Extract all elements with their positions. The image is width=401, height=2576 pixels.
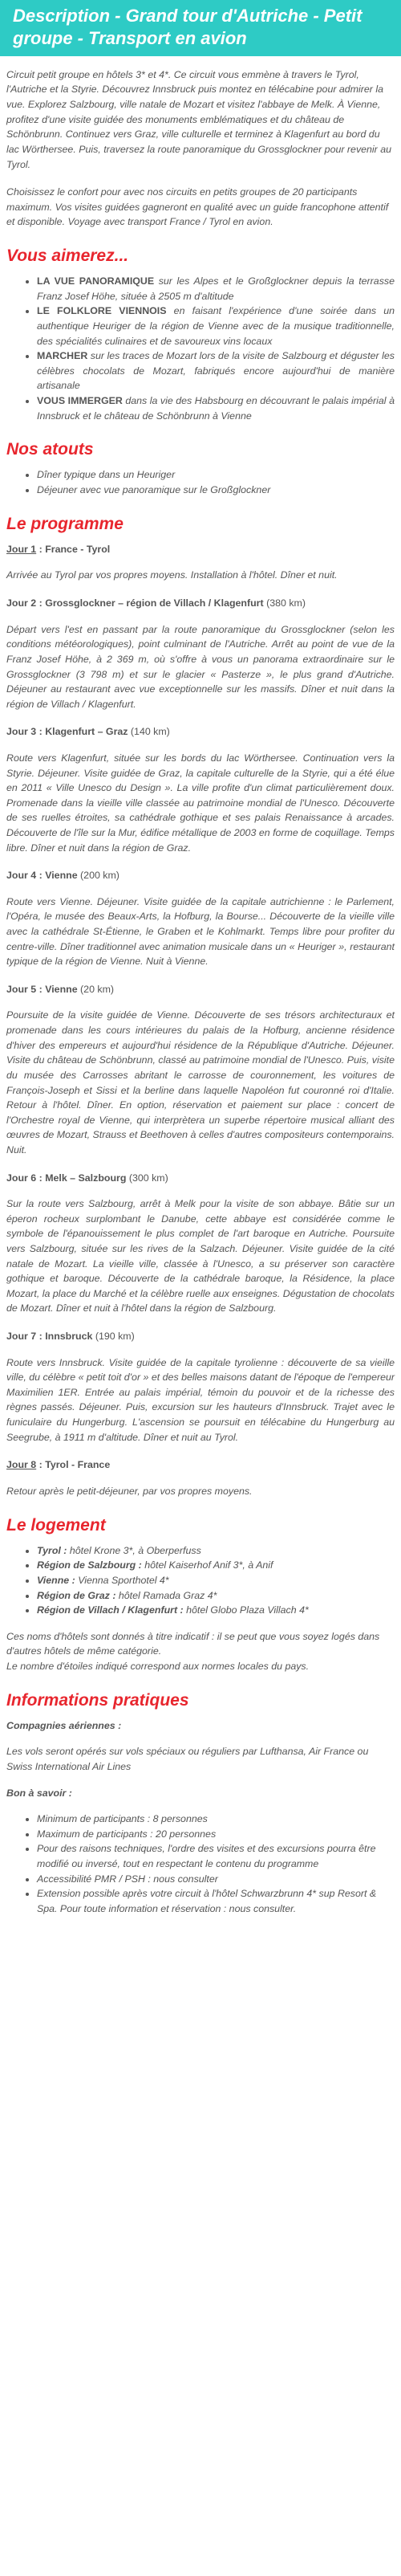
day-description: Route vers Innsbruck. Visite guidée de la capitale tyrolienne : découverte de sa vieille ville, du célèbre « petit toit d'or » et des belles maisons datant de l'époque de l'empereur Maximilien 1ER. Entrée au palais impérial, témoin du pouvoir et de la richesse des règnes passés. Déjeuner. Puis, excursion sur les hauteurs d'Innsbruck. Trajet avec le funiculaire du Hungerburg. L'ascension se poursuit en télécabine du Hungerburg au Seegrube, à 1911 m d'altitude. Dîner et nuit au Tyrol. bbox=[6, 1356, 395, 1443]
item-highlight: LE FOLKLORE VIENNOIS bbox=[37, 305, 167, 317]
programme-day bbox=[6, 1457, 395, 1498]
day-destination: : Melk – Salzbourg bbox=[36, 1172, 127, 1184]
day-description: Route vers Vienne. Déjeuner. Visite guidée de la capitale autrichienne : le Parlement, l'Opéra, le musée des Beaux-Arts, la Hofburg, la Bourse... Découverte de la vieille ville avec la cathédrale St-Étienne, le Graben et le Kohlmarkt. Temps libre pour profiter du centre-ville. Dîner traditionnel avec animation musicale dans un « Heuriger », restaurant typique de la région de Vienne. Nuit à Vienne. bbox=[6, 895, 395, 968]
day-description: Route vers Klagenfurt, située sur les bords du lac Wörthersee. Continuation vers la Styrie. Déjeuner. Visite guidée de Graz, la capitale culturelle de la Styrie, qui a été élue en 2011 « Ville Unesco du Design ». La ville profite d'un climat particulièrement doux. Promenade dans la vieille ville classée au patrimoine mondial de l'Unesco. Découverte de ses ruelles étroites, sa cathédrale gothique et ses palais Renaissance à arcades. Découverte de l'île sur la Mur, édifice métallique de 2003 en forme de coquillage. Temps libre. Dîner et nuit dans la région de Graz. bbox=[6, 752, 395, 854]
day-description: Départ vers l'est en passant par la route panoramique du Grossglockner (selon les conditions météorologiques), point culminant de l'Autriche. Arrêt au point de vue de la Franz Josef Höhe, à 2 369 m, où s'offre à vous un panorama extraordinaire sur le Grossglockner (3 798 m) et sur le glacier « Pasterze », le plus grand d'Autriche. Déjeuner au restaurant avec vue exceptionnelle sur les massifs. Dîner et nuit dans la région de Villach / Klagenfurt. bbox=[6, 623, 395, 710]
day-destination: : France - Tyrol bbox=[36, 543, 111, 555]
programme-day bbox=[6, 1171, 395, 1316]
day-title bbox=[6, 542, 395, 557]
hotel-name: hôtel Krone 3*, à Oberperfuss bbox=[67, 1544, 201, 1556]
hotel-region: Région de Villach / Klagenfurt : bbox=[37, 1604, 184, 1616]
day-title bbox=[6, 724, 395, 740]
list-item: • Déjeuner avec vue panoramique sur le Großglockner bbox=[37, 483, 395, 498]
day-distance: (190 km) bbox=[92, 1331, 135, 1343]
page-title: Description - Grand tour d'Autriche - Petit groupe - Transport en avion bbox=[0, 0, 401, 56]
day-title bbox=[6, 868, 395, 883]
day-description: Sur la route vers Salzbourg, arrêt à Melk pour la visite de son abbaye. Bâtie sur un éperon rocheux surplombant le Danube, cette abbaye est considérée comme le symbole de l'épanouissement le plus complet de l'art baroque en Autriche. Poursuite vers Salzbourg, située sur les rives de la Salzach. Déjeuner. Visite guidée de la cité natale de Mozart. La vieille ville, classée à l'Unesco, a su préserver son caractère gothique et baroque. Découverte de la cathédrale baroque, la Résidence, la place Mozart, la place du Marché et la célèbre ruelle aux enseignes. Dégustation de chocolats de Mozart. Dîner et nuit à l'hôtel dans la région de Salzbourg. bbox=[6, 1198, 395, 1314]
day-number: Jour 4 bbox=[6, 870, 37, 882]
day-title bbox=[6, 982, 395, 997]
day-destination: : Vienne bbox=[36, 870, 78, 882]
hotel-region: Région de Graz : bbox=[37, 1589, 116, 1601]
day-distance: (20 km) bbox=[77, 983, 115, 995]
item-highlight: MARCHER bbox=[37, 350, 88, 362]
list-item bbox=[37, 1603, 395, 1618]
day-destination: : Klagenfurt – Graz bbox=[36, 726, 128, 738]
section-heading-programme: Le programme bbox=[6, 514, 124, 533]
item-text: en faisant l'expérience d'une soirée dans un authentique Heuriger de la région de Vienne avec de la musique traditionnelle, des spécialités culinaires et de savoureux vins locaux bbox=[37, 305, 395, 347]
list-item: • Maximum de participants : 20 personnes bbox=[37, 1827, 395, 1842]
list-item: • Pour des raisons techniques, l'ordre des visites et des excursions pourra être modifié ou inversé, tout en respectant le contenu du programme bbox=[37, 1841, 395, 1871]
intro-paragraph: Choisissez le confort pour avec nos circuits en petits groupes de 20 participants maximum. Vos visites guidées gagneront en qualité avec un guide francophone attentif et disponible. Voyage avec transport France / Tyrol en avion. bbox=[6, 186, 389, 228]
programme-day bbox=[6, 1329, 395, 1445]
list-item bbox=[37, 393, 395, 423]
list-item bbox=[37, 1588, 395, 1604]
day-description: Arrivée au Tyrol par vos propres moyens. Installation à l'hôtel. Dîner et nuit. bbox=[6, 569, 338, 581]
logement-list bbox=[6, 1543, 395, 1618]
day-description: Retour après le petit-déjeuner, par vos propres moyens. bbox=[6, 1485, 253, 1497]
programme-day bbox=[6, 542, 395, 583]
day-number: Jour 7 bbox=[6, 1331, 37, 1343]
day-number: Jour 8 bbox=[6, 1459, 37, 1471]
hotel-region: Vienne : bbox=[37, 1574, 75, 1586]
day-distance: (200 km) bbox=[77, 870, 119, 882]
hotel-name: hôtel Ramada Graz 4* bbox=[115, 1589, 217, 1601]
bon-a-savoir-heading: Bon à savoir : bbox=[6, 1787, 72, 1799]
day-number: Jour 6 bbox=[6, 1172, 37, 1184]
item-highlight: VOUS IMMERGER bbox=[37, 395, 123, 407]
day-title bbox=[6, 1171, 395, 1186]
hotel-name: Vienna Sporthotel 4* bbox=[75, 1574, 169, 1586]
list-item bbox=[37, 348, 395, 393]
day-destination: : Grossglockner – région de Villach / Klagenfurt bbox=[36, 597, 264, 609]
hotel-name: hôtel Globo Plaza Villach 4* bbox=[183, 1604, 309, 1616]
day-number: Jour 1 bbox=[6, 543, 37, 555]
hotel-region: Région de Salzbourg : bbox=[37, 1559, 142, 1571]
section-heading-infos: Informations pratiques bbox=[6, 1690, 189, 1710]
section-heading-atouts: Nos atouts bbox=[6, 440, 94, 459]
day-distance: (300 km) bbox=[126, 1172, 168, 1184]
hotel-name: hôtel Kaiserhof Anif 3*, à Anif bbox=[141, 1559, 273, 1571]
day-title bbox=[6, 1457, 395, 1473]
vous-aimerez-list bbox=[6, 274, 395, 423]
item-text: sur les traces de Mozart lors de la visite de Salzbourg et déguster les célèbres chocolats de Mozart, fabriqués encore aujourd'hui de manière artisanale bbox=[37, 350, 395, 392]
programme-day bbox=[6, 982, 395, 1158]
list-item bbox=[37, 1573, 395, 1588]
note-line: Ces noms d'hôtels sont donnés à titre indicatif : il se peut que vous soyez logés dans d'autres hôtels de même catégorie. bbox=[6, 1630, 380, 1657]
day-description: Poursuite de la visite guidée de Vienne. Découverte de ses trésors architecturaux et promenade dans les cours intérieures du palais de la Hofburg, ancienne résidence d'hiver des empereurs et aujourd'hui résidence de la République d'Autriche. Déjeuner. Visite du château de Schönbrunn, classé au patrimoine mondial de l'Unesco. Puis, visite du musée des Carrosses abritant le carrosse de couronnement, les voitures de François-Joseph et Sissi et la berline dans laquelle Napoléon fut couronné roi d'Italie. Retour à l'hôtel. Dîner. En option, réservation et paiement sur place : concert de l'Orchestre royal de Vienne, qui interprètera un superbe répertoire musical alliant des œuvres de Mozart, Strauss et Beethoven à celles d'autres compositeurs contemporains. Nuit. bbox=[6, 1009, 395, 1156]
logement-note bbox=[6, 1629, 395, 1674]
intro-paragraph: Circuit petit groupe en hôtels 3* et 4*. Ce circuit vous emmène à travers le Tyrol, l'Autriche et la Styrie. Découvrez Innsbruck puis montez en télécabine pour admirer la vue. Explorez Salzbourg, ville natale de Mozart et visitez l'abbaye de Melk. À Vienne, profitez d'une visite guidée des monuments emblématiques et du château de Schönbrunn. Continuez vers Graz, ville culturelle et terminez à Klagenfurt au bord du lac Wörthersee. Puis, traversez la route panoramique du Grossglockner pour revenir au Tyrol. bbox=[6, 68, 392, 170]
list-item bbox=[37, 274, 395, 304]
programme-day bbox=[6, 868, 395, 969]
day-destination: : Tyrol - France bbox=[36, 1459, 111, 1471]
hotel-region: Tyrol : bbox=[37, 1544, 67, 1556]
day-destination: : Innsbruck bbox=[36, 1331, 93, 1343]
day-distance: (140 km) bbox=[128, 726, 170, 738]
list-item bbox=[37, 1558, 395, 1573]
item-text: dans la vie des Habsbourg en découvrant le palais impérial à Innsbruck et le château de Schönbrunn à Vienne bbox=[37, 395, 395, 422]
item-highlight: LA VUE PANORAMIQUE bbox=[37, 275, 155, 287]
note-line: Le nombre d'étoiles indiqué correspond aux normes locales du pays. bbox=[6, 1660, 310, 1672]
list-item: • Minimum de participants : 8 personnes bbox=[37, 1812, 395, 1827]
airlines-heading: Compagnies aériennes : bbox=[6, 1719, 122, 1731]
intro bbox=[6, 67, 395, 230]
item-text: sur les Alpes et le Großglockner depuis la terrasse Franz Josef Höhe, située à 2505 m d'altitude bbox=[37, 275, 395, 302]
list-item: • Accessibilité PMR / PSH : nous consulter bbox=[37, 1872, 395, 1887]
programme-day bbox=[6, 596, 395, 711]
day-number: Jour 3 bbox=[6, 726, 37, 738]
day-title bbox=[6, 596, 395, 611]
day-title bbox=[6, 1329, 395, 1344]
section-heading-logement: Le logement bbox=[6, 1515, 106, 1535]
list-item bbox=[37, 304, 395, 348]
list-item bbox=[37, 1543, 395, 1559]
day-number: Jour 5 bbox=[6, 983, 37, 995]
programme-day bbox=[6, 724, 395, 855]
day-distance: (380 km) bbox=[263, 597, 306, 609]
day-number: Jour 2 bbox=[6, 597, 37, 609]
airlines-text: Les vols seront opérés sur vols spéciaux ou réguliers par Lufthansa, Air France ou Swiss International Air Lines bbox=[6, 1746, 369, 1772]
day-destination: : Vienne bbox=[36, 983, 78, 995]
programme-days bbox=[6, 542, 395, 1499]
list-item: • Dîner typique dans un Heuriger bbox=[37, 467, 395, 483]
atouts-list bbox=[6, 467, 395, 497]
list-item: • Extension possible après votre circuit à l'hôtel Schwarzbrunn 4* sup Resort & Spa. Pour toute information et réservation : nous consulter. bbox=[37, 1886, 395, 1916]
bon-a-savoir-list bbox=[6, 1812, 395, 1916]
section-heading-vous-aimerez: Vous aimerez... bbox=[6, 246, 129, 265]
